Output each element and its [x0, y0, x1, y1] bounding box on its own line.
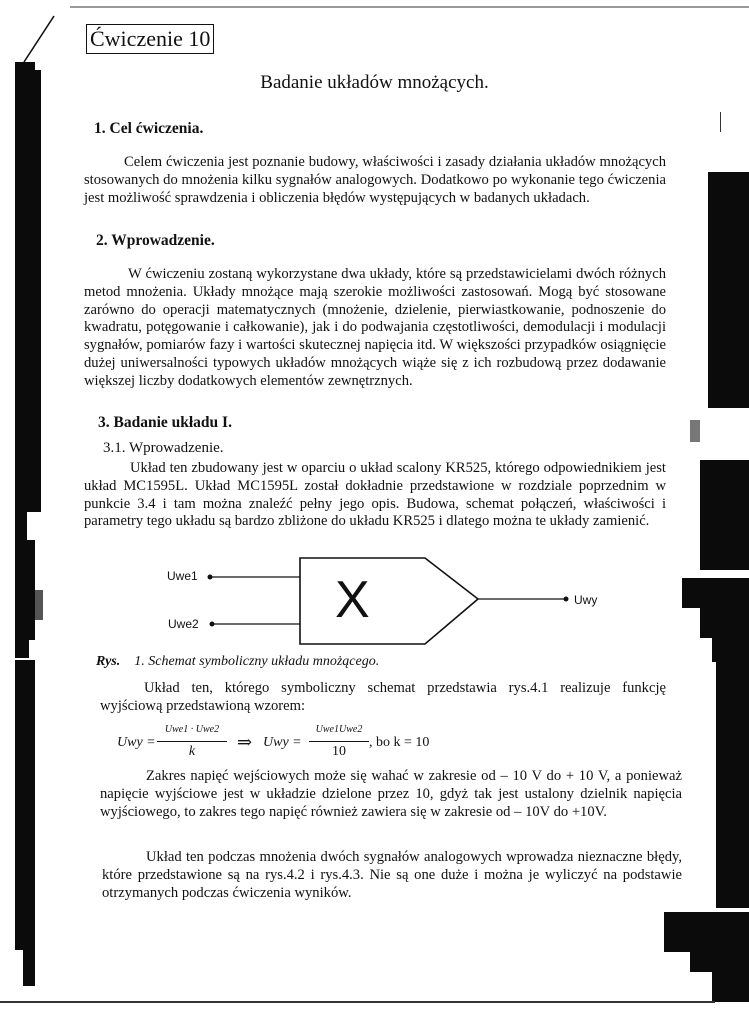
- formula-denominator-1: k: [188, 744, 196, 759]
- top-scan-line: [70, 6, 749, 8]
- section-3-text-3: Zakres napięć wejściowych może się wahać w zakresie od – 10 V do + 10 V, a ponieważ napięcie wyjściowe jest w układzie dzielone przez 10, gdyż tak jest ustalony dzielnik napięcia wyjściowego, to zakres tego napięć również zawiera się w zakresie od – 10V do +10V.: [100, 768, 682, 820]
- formula-numerator-2: Uwe1Uwe2: [315, 724, 363, 735]
- section-3-text-4: Układ ten podczas mnożenia dwóch sygnałów analogowych wprowadza nieznaczne błędy, które przedstawione są na rys.4.2 i rys.4.3. Nie są one duże i można je wyliczyć na podstawie otrzymanych podczas ćwiczenia wyników.: [102, 849, 682, 901]
- section-3-1-heading: 3.1. Wprowadzenie.: [103, 440, 224, 456]
- section-2-heading: 2. Wprowadzenie.: [96, 232, 215, 249]
- figure-caption: [96, 654, 379, 670]
- input-2-label: Uwe2: [168, 617, 199, 631]
- multiplier-schematic: [160, 556, 620, 648]
- bottom-scan-line: [0, 1001, 715, 1003]
- formula-fraction-bar-2: [309, 741, 369, 742]
- section-3-paragraph-3: [100, 768, 682, 821]
- caption-prefix: Rys.: [96, 654, 121, 669]
- exercise-title: Ćwiczenie 10: [86, 24, 214, 54]
- formula-denominator-2: 10: [332, 744, 346, 759]
- formula-lhs-1: Uwy =: [117, 735, 156, 750]
- section-1-paragraph: [84, 154, 666, 207]
- caption-text: 1. Schemat symboliczny układu mnożącego.: [134, 654, 380, 669]
- formula-tail: , bo k = 10: [369, 735, 430, 750]
- section-3-paragraph-1: [84, 460, 666, 531]
- multiply-symbol: X: [335, 571, 370, 629]
- formula-fraction-bar-1: [157, 741, 227, 742]
- multiplier-diagram: [160, 556, 620, 648]
- section-2-text: W ćwiczeniu zostaną wykorzystane dwa układy, które są przedstawicielami dwóch różnych metod mnożenia. Układy mnożące mają szerokie możliwości zastosowań. Mogą być stosowane zarówno do operacji matematycznych (mnożenie, dzielenie, pierwiastkowanie, podnoszenie do kwadratu, potęgowanie i całkowanie), jak i do podwajania częstotliwości, demodulacji i modulacji sygnałów, pomiarów fazy i wartości skutecznej napięcia itd. W większości przypadków osiągnięcie dużej uniwersalności typowych układów mnożących wiąże się z ich rozbudową przez dodawanie większej liczby dodatkowych elementów zewnętrznych.: [84, 266, 666, 389]
- section-3-text-1: Układ ten zbudowany jest w oparciu o układ scalony KR525, którego odpowiednikiem jest układ MC1595L. Układ MC1595L został dokładnie przedstawione w rozdziale poprzednim w punkcie 3.4 i tam można znaleźć pełny jego opis. Budowa, schemat połączeń, właściwości i parametry tego układu są bardzo zbliżone do układu KR525 i dlatego można te układy zamienić.: [84, 460, 666, 530]
- output-label: Uwy: [574, 593, 598, 607]
- formula-implies-arrow: ⇒: [237, 732, 253, 752]
- corner-slash-mark: [22, 14, 56, 64]
- section-3-text-2: Układ ten, którego symboliczny schemat przedstawia rys.4.1 realizuje funkcję wyjściową przedstawioną wzorem:: [100, 680, 666, 714]
- formula-numerator-1: Uwe1 · Uwe2: [164, 724, 220, 735]
- main-title: Badanie układów mnożących.: [260, 72, 489, 93]
- formula-lhs-2: Uwy =: [263, 735, 302, 750]
- section-2-paragraph: [84, 266, 666, 391]
- section-1-heading: 1. Cel ćwiczenia.: [94, 120, 204, 137]
- section-3-paragraph-2: [100, 680, 666, 716]
- section-3-paragraph-4: [102, 849, 682, 902]
- section-1-text: Celem ćwiczenia jest poznanie budowy, właściwości i zasady działania układów mnożących stosowanych do mnożenia kilku sygnałów analogowych. Dodatkowo po wykonanie tego ćwiczenia jest możliwość sprawdzenia i obliczenia błędów występujących w badanych układach.: [84, 154, 666, 206]
- formula: [117, 724, 477, 766]
- section-3-heading: 3. Badanie układu I.: [98, 414, 232, 431]
- input-1-label: Uwe1: [167, 569, 198, 583]
